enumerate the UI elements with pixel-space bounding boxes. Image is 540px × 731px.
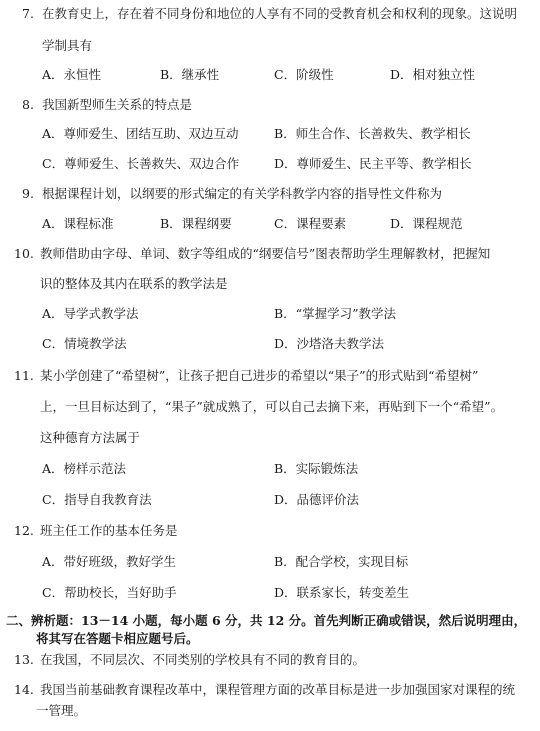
- question-7-option-c: C．阶级性: [274, 67, 334, 82]
- section-heading-line-1: 二、辨析题：13－14 小题，每小题 6 分，共 12 分。首先判断正确或错误，然后说明理由，: [6, 613, 527, 628]
- question-10-option-d: D．沙塔洛夫教学法: [274, 336, 385, 351]
- question-12-number: 12.: [14, 523, 34, 538]
- question-10-stem-line-1: 教师借助由字母、单词、数字等组成的“纲要信号”图表帮助学生理解教材，把握知: [40, 246, 491, 261]
- question-8-number: 8.: [22, 97, 34, 112]
- question-14-stem-line-1: 我国当前基础教育课程改革中，课程管理方面的改革目标是进一步加强国家对课程的统: [40, 682, 516, 697]
- question-8-option-d: D．尊师爱生、民主平等、教学相长: [274, 156, 472, 171]
- question-9-option-c: C．课程要素: [274, 216, 347, 231]
- question-11-number: 11.: [14, 368, 34, 383]
- question-8-option-a: A．尊师爱生、团结互助、双边互动: [42, 126, 239, 141]
- question-11-option-a: A．榜样示范法: [42, 461, 127, 476]
- question-12-option-d: D．联系家长，转变差生: [274, 585, 410, 600]
- question-9-option-a: A．课程标准: [42, 216, 114, 231]
- question-11-option-c: C．指导自我教育法: [42, 492, 152, 507]
- question-10-option-c: C．情境教学法: [42, 336, 127, 351]
- question-11-option-d: D．品德评价法: [274, 492, 360, 507]
- question-12-stem-line-1: 班主任工作的基本任务是: [40, 523, 178, 538]
- question-10-number: 10.: [14, 246, 34, 261]
- question-7-stem-line-2: 学制具有: [42, 38, 93, 53]
- question-11-stem-line-3: 这种德育方法属于: [40, 430, 141, 445]
- question-8-option-c: C．尊师爱生、长善救失、双边合作: [42, 156, 240, 171]
- question-11-stem-line-1: 某小学创建了“希望树”，让孩子把自己进步的希望以“果子”的形式贴到“希望树”: [40, 368, 479, 383]
- question-13-stem-line-1: 在我国，不同层次、不同类别的学校具有不同的教育目的。: [40, 652, 366, 667]
- question-10-option-a: A．导学式教学法: [42, 306, 139, 321]
- question-7-number: 7.: [22, 6, 34, 21]
- question-12-option-c: C．帮助校长，当好助手: [42, 585, 177, 600]
- question-12-option-b: B．配合学校，实现目标: [274, 554, 409, 569]
- question-10-stem-line-2: 识的整体及其内在联系的教学法是: [40, 276, 228, 291]
- question-9-number: 9.: [22, 186, 34, 201]
- question-11-stem-line-2: 上，一旦目标达到了，“果子”就成熟了，可以自己去摘下来，再贴到下一个“希望”。: [40, 399, 504, 414]
- question-9-option-b: B．课程纲要: [160, 216, 232, 231]
- question-9-stem-line-1: 根据课程计划，以纲要的形式编定的有关学科教学内容的指导性文件称为: [42, 186, 443, 201]
- question-9-option-d: D．课程规范: [390, 216, 463, 231]
- section-heading-line-2: 将其写在答题卡相应题号后。: [36, 631, 199, 646]
- question-14-number: 14.: [14, 682, 34, 697]
- question-7-option-a: A．永恒性: [42, 67, 102, 82]
- question-8-option-b: B．师生合作、长善救失、教学相长: [274, 126, 471, 141]
- question-14-stem-line-2: 一管理。: [36, 703, 87, 718]
- question-11-option-b: B．实际锻炼法: [274, 461, 359, 476]
- question-10-option-b: B．“掌握学习”教学法: [274, 306, 396, 321]
- question-7-stem-line-1: 在教育史上，存在着不同身份和地位的人享有不同的受教育机会和权利的现象。这说明: [42, 6, 518, 21]
- question-12-option-a: A．带好班级，教好学生: [42, 554, 177, 569]
- question-8-stem-line-1: 我国新型师生关系的特点是: [42, 97, 193, 112]
- question-7-option-b: B．继承性: [160, 67, 220, 82]
- question-13-number: 13.: [14, 652, 34, 667]
- question-7-option-d: D．相对独立性: [390, 67, 476, 82]
